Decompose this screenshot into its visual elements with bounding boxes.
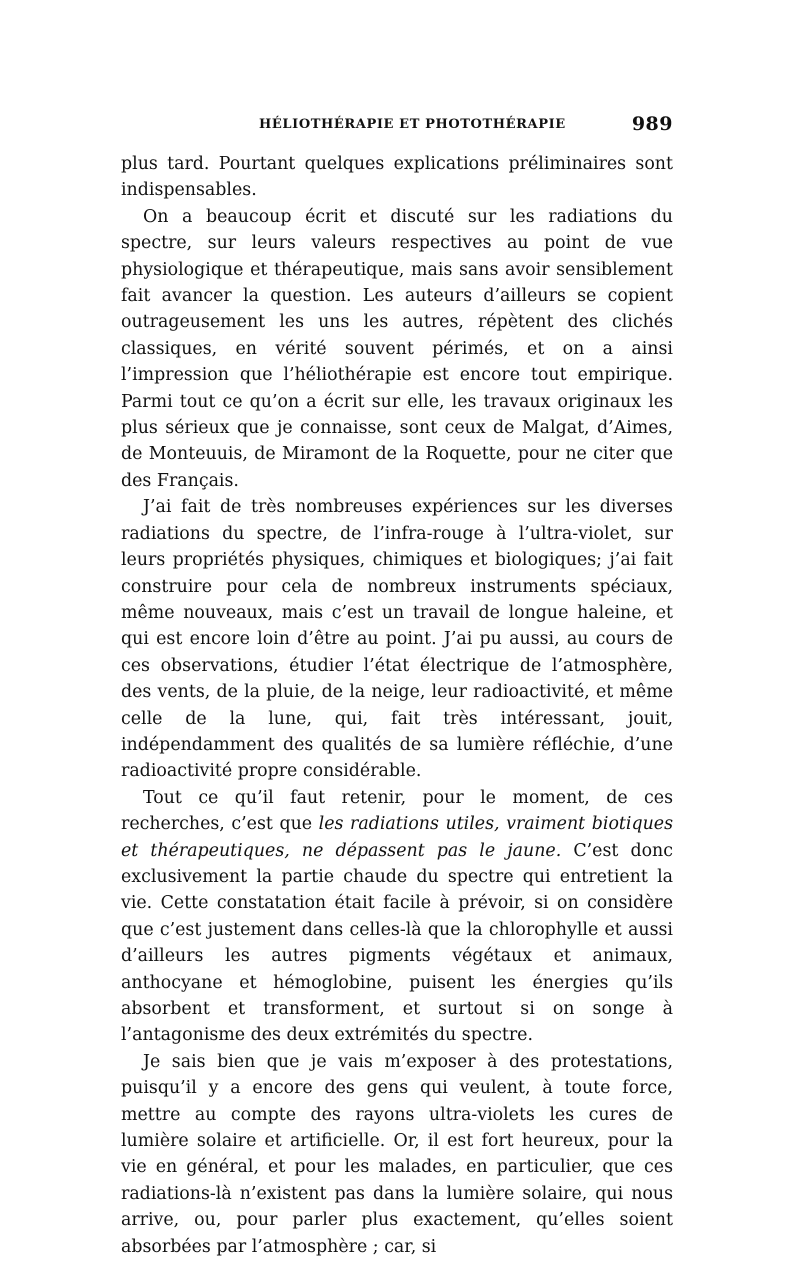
italic-emphasis: les radiations utiles, vraiment biotiques et thérapeutiques, ne dépassent pas le jaune. [121, 814, 674, 861]
paragraph: J’ai fait de très nombreuses expériences sur les diverses radiations du spectre, de l’infra-rouge à l’ultra-violet, sur leurs propriétés physiques, chimiques et biologiques; j’ai fait construire pour cela de nombreux instruments spéciaux, même nouveaux, mais c’est un travail de longue haleine, et qui est encore loin d’être au point. J’ai pu aussi, au cours de ces observations, étudier l’état électrique de l’atmosphère, des vents, de la pluie, de la neige, leur radioactivité, et même celle de la lune, qui, fait très intéressant, jouit, indépendamment des qualités de sa lumière réfléchie, d’une radioactivité propre considérable. [121, 497, 673, 782]
paragraph: Je sais bien que je vais m’exposer à des protestations, puisqu’il y a encore des gens qui veulent, à toute force, mettre au compte des rayons ultra-violets les cures de lumière solaire et artificielle. Or, il est fort heureux, pour la vie en général, et pour les malades, en particulier, que ces radiations-là n’existent pas dans la lumière solaire, qui nous arrive, ou, pour parler plus exactement, qu’elles soient absorbées par l’atmosphère ; car, si [121, 1051, 673, 1257]
paragraph: On a beaucoup écrit et discuté sur les radiations du spectre, sur leurs valeurs respectives au point de vue physiologique et thérapeutique, mais sans avoir sensiblement fait avancer la question. Les auteurs d’ailleurs se copient outrageusement les uns les autres, répètent des clichés classiques, en vérité souvent périmés, et on a ainsi l’impression que l’héliothérapie est encore tout empirique. Parmi tout ce qu’on a écrit sur elle, les travaux originaux les plus sérieux que je connaisse, sont ceux de Malgat, d’Aimes, de Monteuuis, de Miramont de la Roquette, pour ne citer que des Français. [121, 206, 673, 491]
paragraph-text: Tout ce qu’il faut retenir, pour le moment, de ces recherches, c’est que [121, 787, 673, 835]
paragraph-text: C’est donc exclusivement la partie chaude du spectre qui entretient la vie. Cette constatation était facile à prévoir, si on considère que c’est justement dans celles-là que la chlorophylle et aussi d’ailleurs les autres pigments végétaux et animaux, anthocyane et hémoglobine, puisent les énergies qu’ils absorbent et transforment, et surtout si on songe à l’antagonisme des deux extrémités du spectre. [121, 840, 673, 1046]
paragraph [121, 785, 673, 1049]
running-title: HÉLIOTHÉRAPIE ET PHOTOTHÉRAPIE [259, 117, 566, 132]
page-number: 989 [631, 113, 673, 135]
body-text [121, 151, 673, 1260]
running-header [121, 113, 673, 143]
book-page [121, 113, 673, 1260]
paragraph-continuation: plus tard. Pourtant quelques explications préliminaires sont indispensables. [121, 154, 673, 201]
